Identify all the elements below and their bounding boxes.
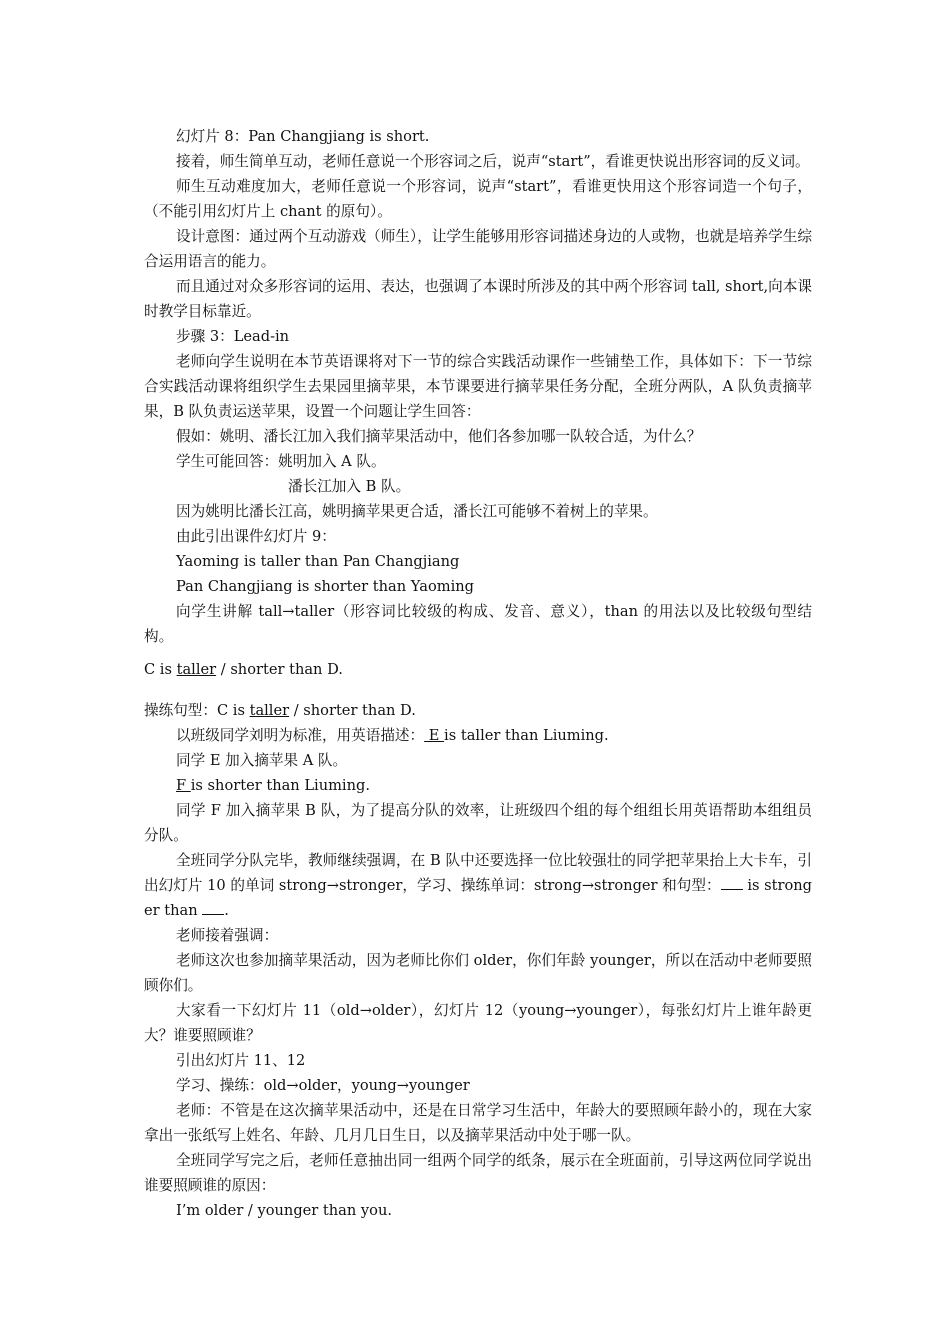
paragraph: 老师：不管是在这次摘苹果活动中，还是在日常学习生活中，年龄大的要照顾年龄小的，现在大家拿出一张纸写上姓名、年龄、几月几日生日，以及摘苹果活动中处于哪一队。 — [144, 1102, 812, 1144]
paragraph: 全班同学分队完毕，教师继续强调，在 B 队中还要选择一位比较强壮的同学把苹果抬上大卡车，引出幻灯片 10 的单词 strong→stronger，学习、操练单词：strong→stronger 和句型： is stronger than . — [144, 852, 812, 919]
paragraph: 老师接着强调： — [176, 927, 279, 944]
paragraph: 全班同学写完之后，老师任意抽出同一组两个同学的纸条，展示在全班面前，引导这两位同学说出谁要照顾谁的原因： — [144, 1152, 812, 1194]
paragraph: 学习、操练：old→older，young→younger — [176, 1077, 470, 1094]
document-body — [144, 124, 812, 1223]
example-sentence: I’m older / younger than you. — [176, 1202, 392, 1219]
paragraph: 同学 F 加入摘苹果 B 队，为了提高分队的效率，让班级四个组的每个组组长用英语帮助本组组员分队。 — [144, 802, 812, 844]
paragraph: 接着，师生简单互动，老师任意说一个形容词之后，说声“start”，看谁更快说出形容词的反义词。 — [176, 153, 810, 170]
drill-pattern: 操练句型：C is taller / shorter than D. — [144, 702, 416, 719]
underlined-letter: E — [424, 727, 445, 744]
blank-line — [721, 875, 743, 890]
paragraph: 师生互动难度加大，老师任意说一个形容词，说声“start”，看谁更快用这个形容词造一个句子，（不能引用幻灯片上 chant 的原句）。 — [144, 178, 812, 220]
paragraph: 学生可能回答：姚明加入 A 队。 — [176, 453, 386, 470]
underlined-word: taller — [176, 661, 217, 678]
example-sentence: Pan Changjiang is shorter than Yaoming — [176, 578, 474, 595]
blank-line — [202, 900, 224, 915]
paragraph: 老师向学生说明在本节英语课将对下一节的综合实践活动课作一些铺垫工作，具体如下：下一节综合实践活动课将组织学生去果园里摘苹果，本节课要进行摘苹果任务分配，全班分两队，A 队负责摘苹果，B 队负责运送苹果，设置一个问题让学生回答： — [144, 353, 812, 420]
paragraph: 向学生讲解 tall→taller（形容词比较级的构成、发音、意义），than 的用法以及比较级句型结构。 — [144, 603, 812, 645]
sentence-pattern: C is taller / shorter than D. — [144, 661, 343, 678]
paragraph: 假如：姚明、潘长江加入我们摘苹果活动中，他们各参加哪一队较合适，为什么？ — [176, 428, 702, 445]
underlined-letter: F — [176, 777, 191, 794]
paragraph: F is shorter than Liuming. — [176, 777, 370, 794]
paragraph: 老师这次也参加摘苹果活动，因为老师比你们 older，你们年龄 younger，所以在活动中老师要照顾你们。 — [144, 952, 812, 994]
paragraph: 引出幻灯片 11、12 — [176, 1052, 306, 1069]
underlined-word: taller — [249, 702, 290, 719]
paragraph: 而且通过对众多形容词的运用、表达，也强调了本课时所涉及的其中两个形容词 tall, short,向本课时教学目标靠近。 — [144, 278, 812, 320]
paragraph: 同学 E 加入摘苹果 A 队。 — [176, 752, 348, 769]
example-sentence: Yaoming is taller than Pan Changjiang — [176, 553, 460, 570]
paragraph: 由此引出课件幻灯片 9： — [176, 528, 336, 545]
step-heading: 步骤 3：Lead-in — [176, 328, 290, 345]
paragraph: 以班级同学刘明为标准，用英语描述： E is taller than Liuming. — [176, 727, 609, 744]
paragraph: 幻灯片 8：Pan Changjiang is short. — [176, 128, 430, 145]
paragraph: 因为姚明比潘长江高，姚明摘苹果更合适，潘长江可能够不着树上的苹果。 — [176, 503, 658, 520]
paragraph: 大家看一下幻灯片 11（old→older），幻灯片 12（young→younger），每张幻灯片上谁年龄更大？谁要照顾谁？ — [144, 1002, 812, 1044]
paragraph: 潘长江加入 B 队。 — [288, 478, 411, 495]
paragraph: 设计意图：通过两个互动游戏（师生），让学生能够用形容词描述身边的人或物，也就是培养学生综合运用语言的能力。 — [144, 228, 812, 270]
